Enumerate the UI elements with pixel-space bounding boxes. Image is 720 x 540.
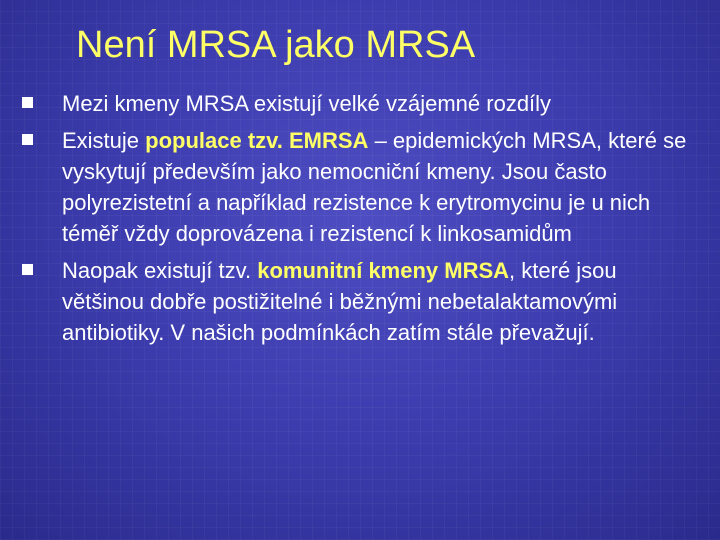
bullet-list: [0, 88, 720, 348]
bullet-highlight: populace tzv. EMRSA: [145, 128, 369, 153]
bullet-text-lead: Naopak existují tzv.: [62, 258, 258, 283]
bullet-highlight: komunitní kmeny MRSA: [257, 258, 510, 283]
bullet-text-rest: – epidemických MRSA, které se vyskytují především jako nemocniční kmeny. Jsou často polyrezistetní a například rezistence k erytromycinu je u nich téměř vždy doprovázena i rezistencí k linkosamidům: [62, 128, 687, 246]
bullet-text: Mezi kmeny MRSA existují velké vzájemné rozdíly: [62, 91, 552, 116]
bullet-item: [0, 255, 720, 348]
bullet-text-lead: Existuje: [62, 128, 146, 153]
square-bullet-icon: [22, 134, 33, 145]
square-bullet-icon: [22, 264, 33, 275]
square-bullet-icon: [22, 97, 33, 108]
bullet-text-rest: , které jsou většinou dobře postižitelné i běžnými nebetalaktamovými antibiotiky. V našich podmínkách zatím stále převažují.: [62, 258, 618, 345]
bullet-item: [0, 88, 720, 119]
bullet-item: [0, 125, 720, 249]
slide-title: Není MRSA jako MRSA: [76, 24, 476, 66]
